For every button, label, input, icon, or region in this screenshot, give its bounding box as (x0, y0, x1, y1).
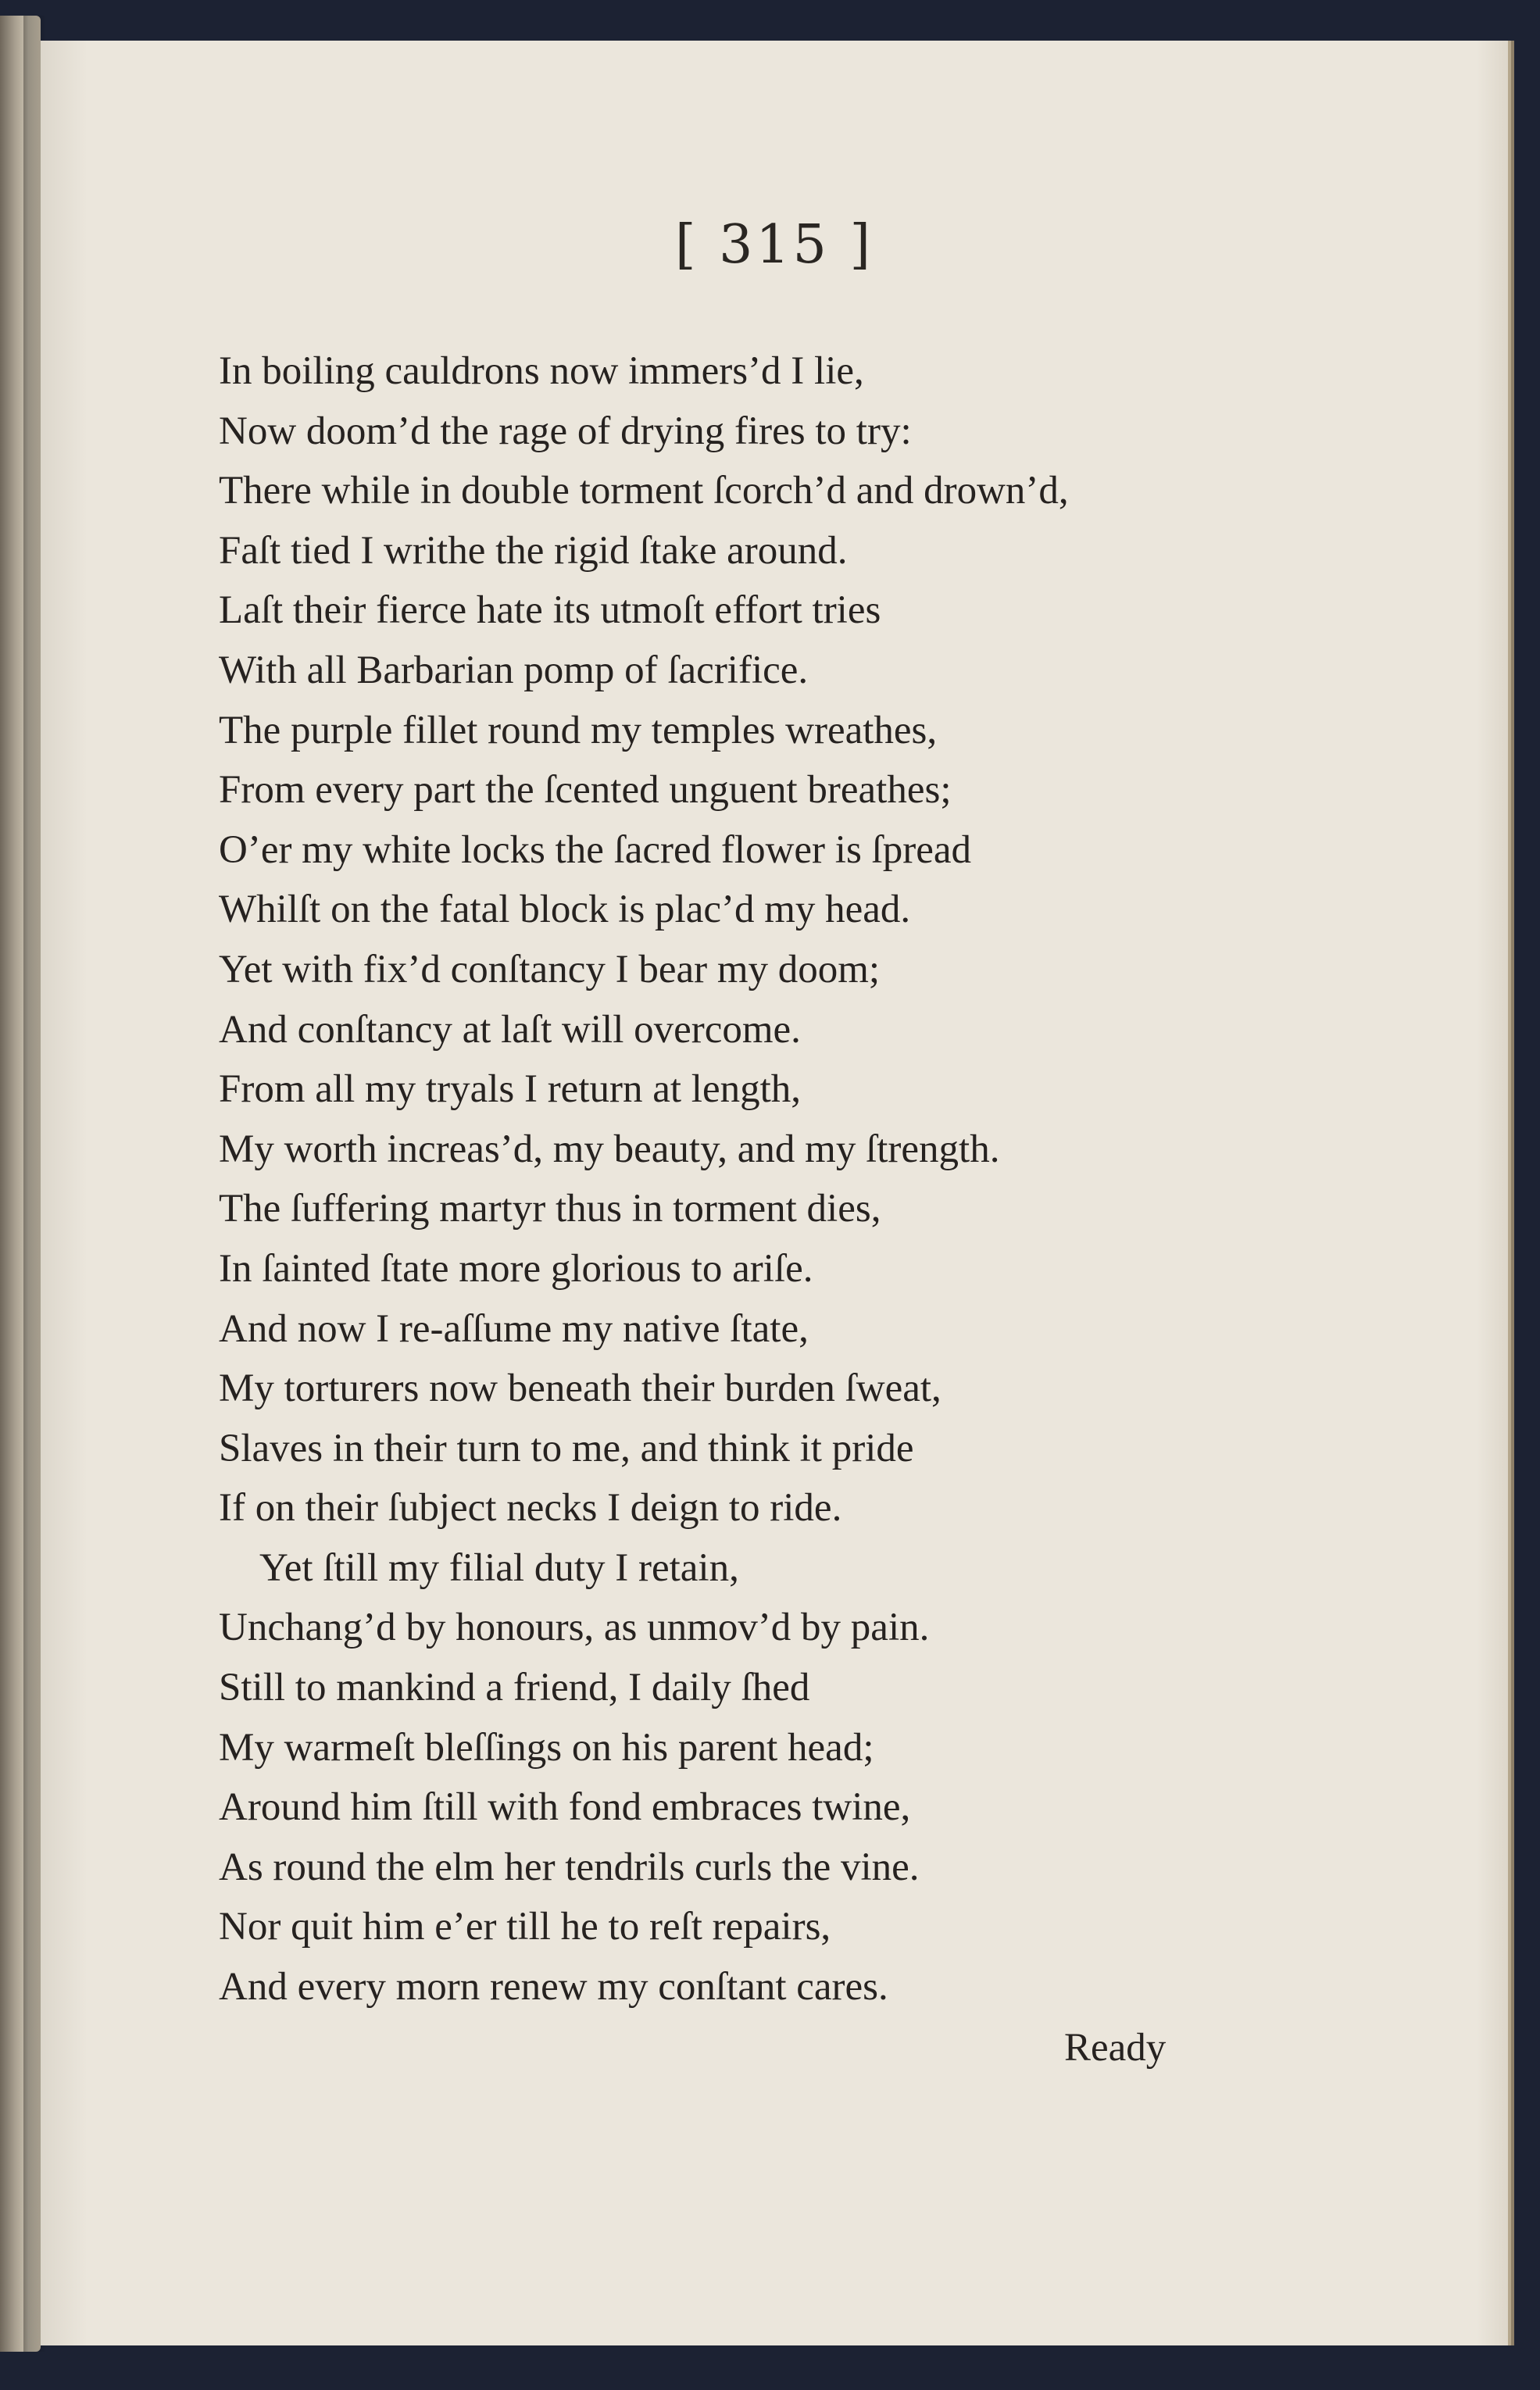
poem-line: The purple fillet round my temples wreathes, (219, 708, 938, 752)
poem-line: Unchang’d by honours, as unmov’d by pain. (219, 1606, 930, 1650)
poem-line: From all my tryals I return at length, (219, 1067, 802, 1112)
poem-line: Yet ſtill my filial duty I retain, (259, 1545, 739, 1590)
poem-line: Yet with fix’d conſtancy I bear my doom; (219, 947, 881, 991)
poem-line: My torturers now beneath their burden ſweat, (219, 1366, 942, 1411)
poem-line: And every morn renew my conſtant cares. (219, 1965, 888, 2010)
poem-line: Still to mankind a friend, I daily ſhed (219, 1666, 810, 1710)
catchword: Ready (1064, 2026, 1167, 2070)
poem-line: My warmeſt bleſſings on his parent head; (219, 1725, 874, 1770)
poem-line: There while in double torment ſcorch’d and drown’d, (219, 469, 1069, 513)
poem-line: O’er my white locks the ſacred flower is ſpread (219, 827, 971, 872)
poem-line: In boiling cauldrons now immers’d I lie, (219, 349, 864, 393)
poem-line: The ſuffering martyr thus in torment dies, (219, 1187, 881, 1231)
poem-line: As round the elm her tendrils curls the vine. (219, 1845, 920, 1889)
poem-line: Around him ſtill with fond embraces twine, (219, 1785, 911, 1830)
book-page (41, 41, 1508, 2345)
page-number: [ 315 ] (674, 214, 874, 276)
poem-line: And conſtancy at laſt will overcome. (219, 1007, 801, 1052)
poem-line: Now doom’d the rage of drying fires to try: (219, 409, 912, 453)
poem-text (219, 341, 1313, 2017)
poem-line: Nor quit him e’er till he to reſt repairs, (219, 1905, 831, 1949)
poem-line: Laſt their fierce hate its utmoſt effort tries (219, 588, 881, 633)
poem-line: And now I re-aſſume my native ſtate, (219, 1306, 809, 1351)
poem-line: In ſainted ſtate more glorious to ariſe. (219, 1246, 813, 1291)
poem-line: From every part the ſcented unguent breathes; (219, 768, 952, 813)
poem-line: Whilſt on the fatal block is plac’d my head. (219, 888, 911, 932)
poem-line: With all Barbarian pomp of ſacrifice. (219, 648, 809, 692)
poem-line: If on their ſubject necks I deign to ride. (219, 1486, 842, 1531)
poem-line: Slaves in their turn to me, and think it pride (219, 1426, 914, 1470)
poem-line: My worth increas’d, my beauty, and my ſtrength. (219, 1127, 1000, 1171)
poem-line: Faſt tied I writhe the rigid ſtake around. (219, 528, 848, 573)
